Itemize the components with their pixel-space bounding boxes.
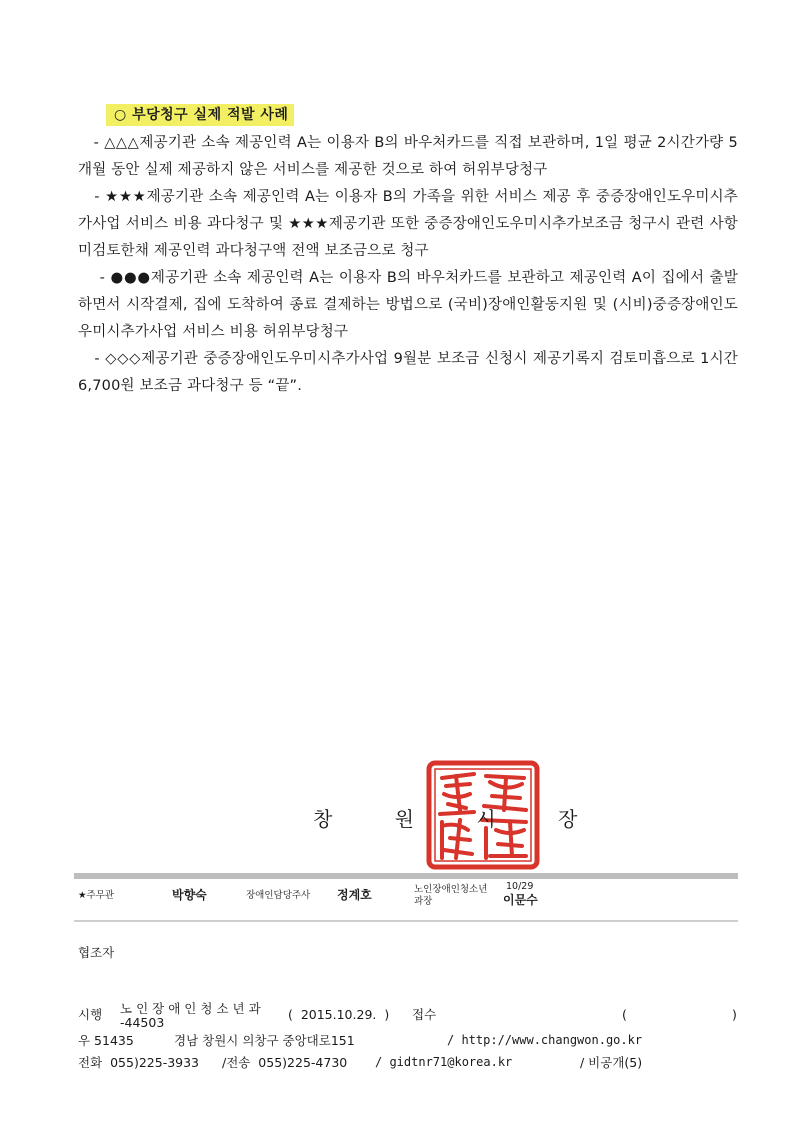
case-paragraph-1 [78, 130, 738, 184]
drafter-role: ★주무관 [78, 890, 115, 901]
body-text [78, 130, 738, 400]
case-text: ●●●제공기관 소속 제공인력 A는 이용자 B의 바우처카드를 보관하고 제공인력 A이 집에서 출발하면서 시작결제, 집에 도착하여 종료 결제하는 방법으로 (국비)장애인활동지원 및 (시비)중증장애인도우미시추가사업 서비스 비용 허위부당청구 [78, 270, 738, 340]
dash: - [94, 351, 100, 367]
cooperator-label: 협조자 [78, 945, 115, 960]
case-paragraph-2 [78, 184, 738, 265]
address: 경남 창원시 의창구 중앙대로151 [174, 1033, 355, 1048]
issuer-title: 창 원 시 장 [313, 807, 606, 831]
section-title: ○ 부당청구 실제 적발 사례 [106, 104, 294, 126]
case-text: △△△제공기관 소속 제공인력 A는 이용자 B의 바우처카드를 직접 보관하며, 1일 평균 2시간가량 5개월 동안 실제 제공하지 않은 서비스를 제공한 것으로 하여 허위부당청구 [78, 135, 738, 178]
receipt-open: ( [622, 1007, 627, 1022]
reviewer-name: 정계호 [337, 888, 372, 902]
website-link[interactable]: / http://www.changwon.go.kr [447, 1033, 643, 1047]
case-paragraph-3 [78, 265, 738, 346]
approver-name: 이문수 [503, 893, 538, 907]
dash: - [93, 135, 99, 151]
email-link[interactable]: / gidtnr71@korea.kr [375, 1055, 513, 1069]
enforce-department: 노인장애인청소년과 [120, 1001, 265, 1016]
divider-top [74, 873, 738, 879]
enforce-label: 시행 [78, 1007, 103, 1022]
phone: 전화 055)225-3933 [78, 1055, 200, 1070]
case-paragraph-4 [78, 346, 738, 400]
dash: - [99, 270, 106, 286]
postal-code: 우 51435 [78, 1033, 134, 1048]
enforce-date: ( 2015.10.29. ) [288, 1007, 390, 1022]
reviewer-role: 장애인담당주사 [246, 890, 311, 901]
approver-role: 노인장애인청소년 [414, 884, 488, 895]
enforce-number: -44503 [120, 1015, 165, 1030]
drafter-name: 박향숙 [172, 888, 207, 902]
case-text: ★★★제공기관 소속 제공인력 A는 이용자 B의 가족을 위한 서비스 제공 후 중증장애인도우미시추가사업 서비스 비용 과다청구 및 ★★★제공기관 또한 중증장애인도우미시추가보조금 청구시 관련 사항 미검토한채 제공인력 과다청구액 전액 보조금으로 청구 [78, 189, 738, 259]
dash: - [94, 189, 100, 205]
receipt-label: 접수 [412, 1007, 437, 1022]
approval-date: 10/29 [506, 881, 534, 892]
case-text: ◇◇◇제공기관 중증장애인도우미시추가사업 9월분 보조금 신청시 제공기록지 검토미흡으로 1시간 6,700원 보조금 과다청구 등 “끝”. [78, 351, 739, 394]
divider-bottom [74, 920, 738, 922]
fax: /전송 055)225-4730 [222, 1055, 348, 1070]
receipt-close: ) [732, 1007, 737, 1022]
approver-role-2: 과장 [414, 896, 433, 907]
disclosure: / 비공개(5) [580, 1055, 643, 1070]
